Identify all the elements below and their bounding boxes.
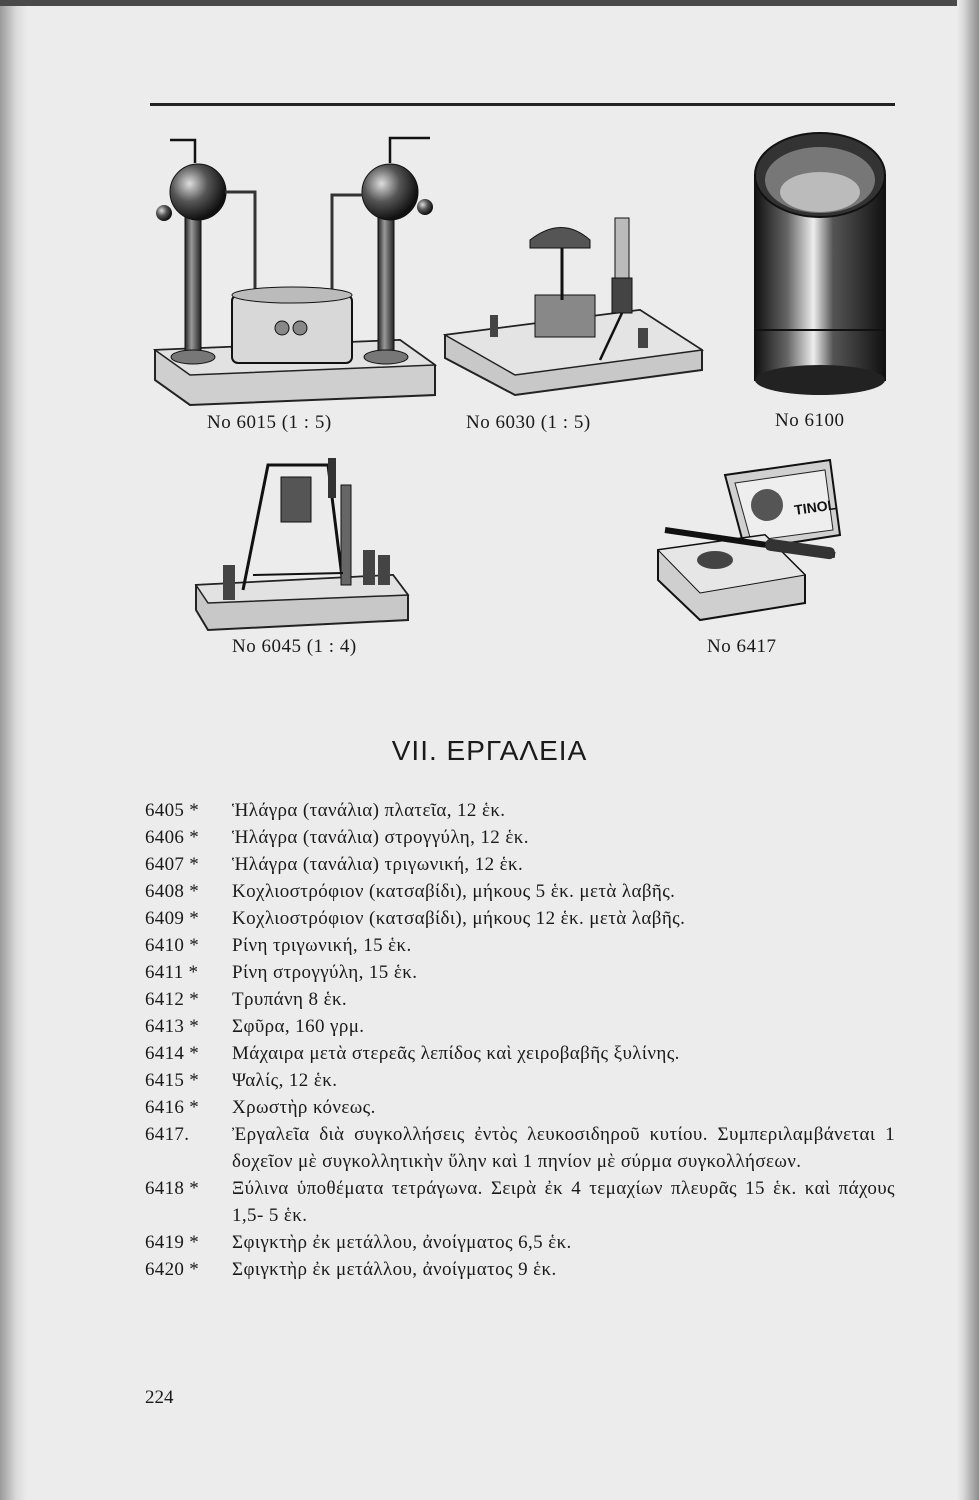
- apparatus-6015-illustration: [150, 135, 440, 415]
- list-item: [145, 932, 895, 959]
- item-description: Σφῦρα, 160 γρμ.: [232, 1016, 365, 1037]
- item-description: Μάχαιρα μετὰ στερεᾶς λεπίδος καὶ χειροβαβῆς ξυλίνης.: [232, 1043, 680, 1064]
- list-item: [145, 1256, 895, 1283]
- item-code: 6417.: [145, 1124, 190, 1145]
- page-number: 224: [145, 1387, 174, 1408]
- list-item: [145, 1094, 895, 1121]
- item-description: Τρυπάνη 8 ἑκ.: [232, 989, 348, 1010]
- item-description: Κοχλιοστρόφιον (κατσαβίδι), μήκους 12 ἑκ. μετὰ λαβῆς.: [232, 908, 686, 929]
- item-code: 6418 *: [145, 1178, 200, 1199]
- item-code: 6420 *: [145, 1259, 200, 1280]
- item-code: 6407 *: [145, 854, 200, 875]
- item-description: Σφιγκτὴρ ἐκ μετάλλου, ἀνοίγματος 6,5 ἑκ.: [232, 1232, 572, 1253]
- apparatus-6045-illustration: [193, 455, 413, 635]
- list-item: [145, 1013, 895, 1040]
- item-description: Ἡλάγρα (τανάλια) τριγωνική, 12 ἑκ.: [232, 854, 524, 875]
- caption-6045: No 6045 (1 : 4): [232, 636, 357, 657]
- item-description: Χρωστὴρ κόνεως.: [232, 1097, 376, 1118]
- list-item: [145, 959, 895, 986]
- cylinder-6100-illustration: [750, 130, 890, 400]
- item-code: 6414 *: [145, 1043, 200, 1064]
- item-code: 6409 *: [145, 908, 200, 929]
- item-code: 6419 *: [145, 1232, 200, 1253]
- list-item: [145, 986, 895, 1013]
- item-description: Ἡλάγρα (τανάλια) πλατεῖα, 12 ἑκ.: [232, 800, 506, 821]
- caption-6015: No 6015 (1 : 5): [207, 412, 332, 433]
- item-code: 6411 *: [145, 962, 199, 983]
- item-code: 6405 *: [145, 800, 200, 821]
- tinol-label: TINOL: [793, 496, 838, 518]
- item-description: Ψαλίς, 12 ἑκ.: [232, 1070, 338, 1091]
- list-item: [145, 1229, 895, 1256]
- caption-6030: No 6030 (1 : 5): [466, 412, 591, 433]
- list-item: [145, 1121, 895, 1175]
- item-description: Κοχλιοστρόφιον (κατσαβίδι), μήκους 5 ἑκ. μετὰ λαβῆς.: [232, 881, 676, 902]
- item-description: Ἡλάγρα (τανάλια) στρογγύλη, 12 ἑκ.: [232, 827, 529, 848]
- top-edge: [0, 0, 979, 6]
- item-code: 6415 *: [145, 1070, 200, 1091]
- item-code: 6408 *: [145, 881, 200, 902]
- item-code: 6410 *: [145, 935, 200, 956]
- soldering-kit-6417-illustration: [655, 455, 845, 625]
- section-title: VII. ΕΡΓΑΛΕΙΑ: [391, 735, 588, 766]
- list-item: [145, 1175, 895, 1229]
- list-item: [145, 1067, 895, 1094]
- tools-list: [145, 797, 895, 1283]
- caption-6417: No 6417: [707, 636, 777, 657]
- item-code: 6413 *: [145, 1016, 200, 1037]
- item-description: Ξύλινα ὑποθέματα τετράγωνα. Σειρὰ ἐκ 4 τεμαχίων πλευρᾶς 15 ἑκ. καὶ πάχους 1,5- 5 ἑκ.: [232, 1178, 895, 1226]
- item-code: 6412 *: [145, 989, 200, 1010]
- list-item: [145, 905, 895, 932]
- list-item: [145, 797, 895, 824]
- item-code: 6406 *: [145, 827, 200, 848]
- list-item: [145, 878, 895, 905]
- list-item: [145, 851, 895, 878]
- caption-6100: No 6100: [775, 410, 845, 431]
- apparatus-6030-illustration: [440, 210, 705, 400]
- item-description: Ρίνη τριγωνική, 15 ἑκ.: [232, 935, 412, 956]
- item-description: Ρίνη στρογγύλη, 15 ἑκ.: [232, 962, 418, 983]
- list-item: [145, 824, 895, 851]
- item-description: Ἐργαλεῖα διὰ συγκολλήσεις ἐντὸς λευκοσιδηροῦ κυτίου. Συμπεριλαμβάνεται 1 δοχεῖον μὲ συγκολλητικὴν ὕλην καὶ 1 πηνίον μὲ σύρμα συγκολλήσεων.: [232, 1124, 895, 1172]
- item-description: Σφιγκτὴρ ἐκ μετάλλου, ἀνοίγματος 9 ἑκ.: [232, 1259, 557, 1280]
- header-rule: [150, 103, 895, 106]
- item-code: 6416 *: [145, 1097, 200, 1118]
- list-item: [145, 1040, 895, 1067]
